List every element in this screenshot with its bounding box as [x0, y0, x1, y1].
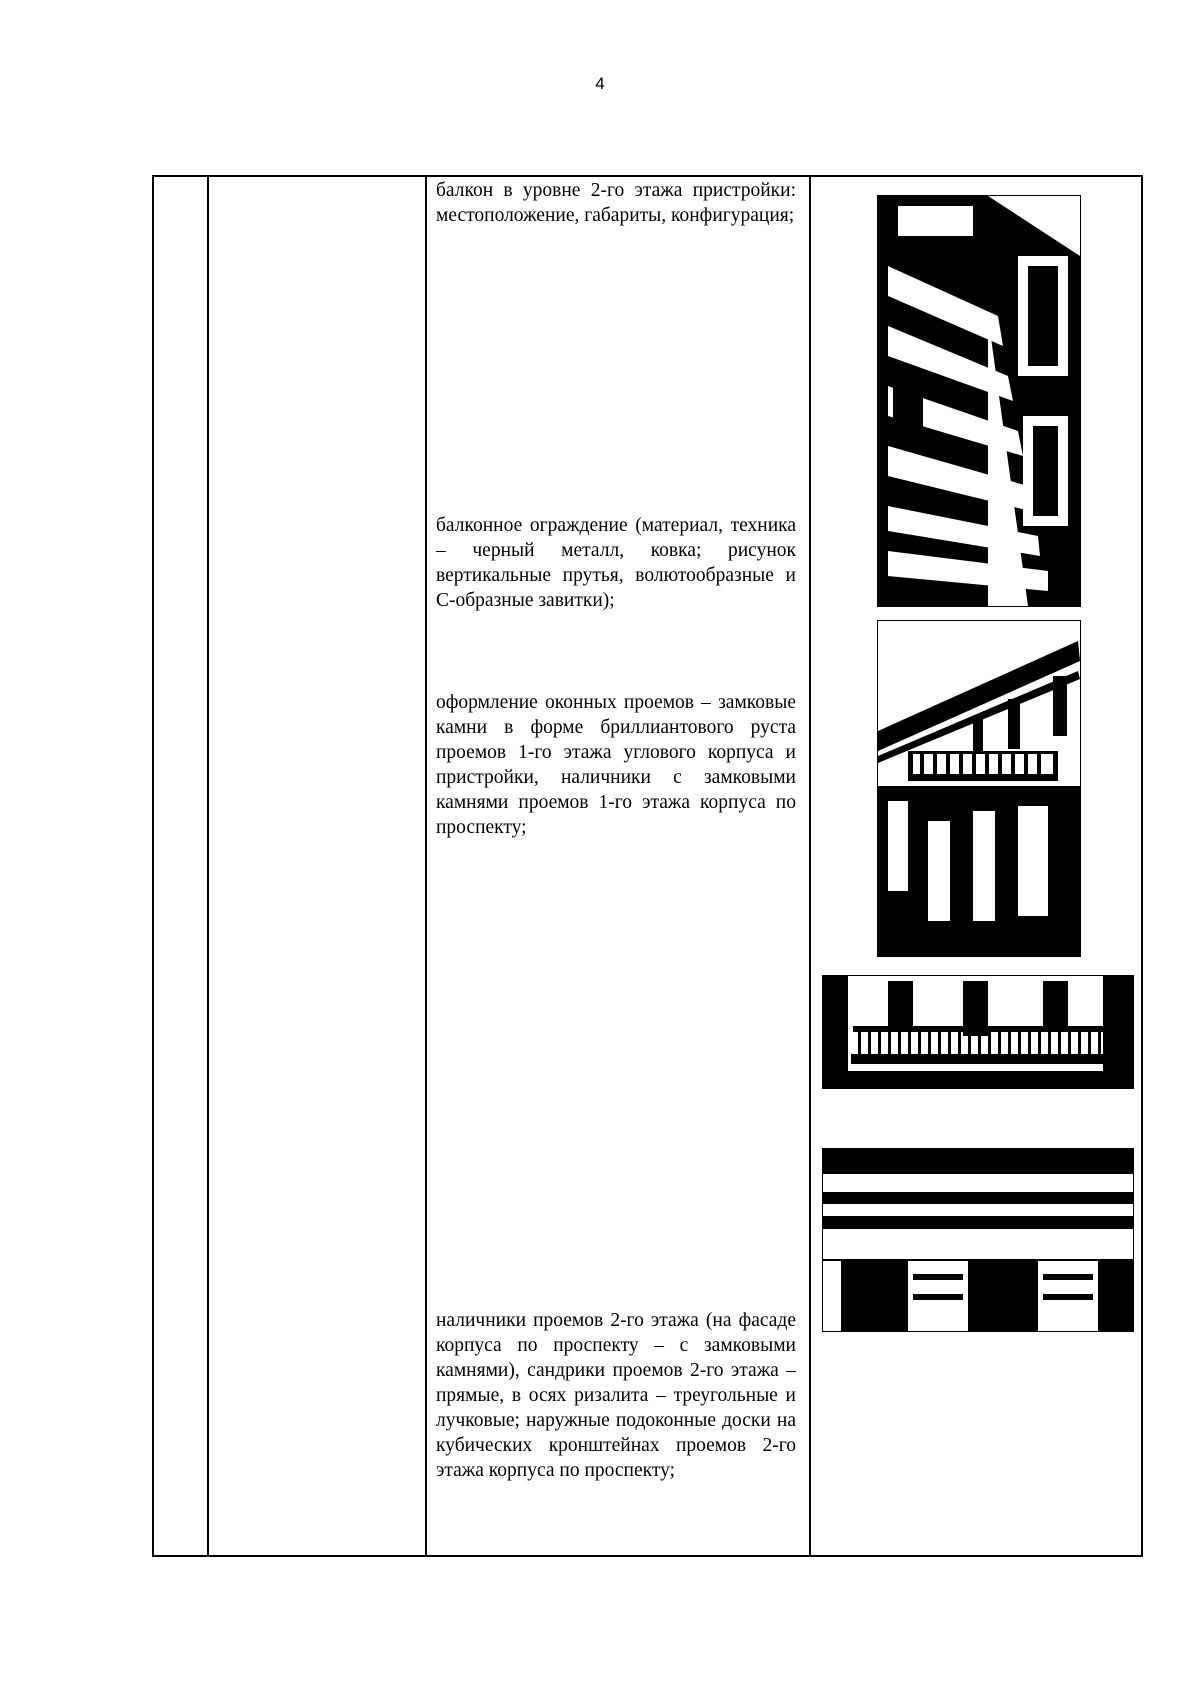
text-balcony-railing: балконное ограждение (материал, техника – черный металл, ковка; рисунок вертикальные прутья, волютообразные и С-образные завитки);	[436, 515, 796, 611]
page-number: 4	[595, 74, 605, 93]
column-divider-2	[425, 177, 427, 1555]
balcony-railing-photo	[822, 975, 1134, 1089]
text-balcony-location: балкон в уровне 2-го этажа пристройки: местоположение, габариты, конфигурация;	[436, 180, 796, 226]
text-window-openings: оформление оконных проемов – замковые камни в форме бриллиантового руста проемов 1-го этажа углового корпуса и пристройки, наличники с замковыми камнями проемов 1-го этажа корпуса по проспекту;	[436, 692, 796, 838]
facade-perspective-photo	[877, 195, 1081, 607]
column-divider-1	[207, 177, 209, 1555]
window-openings-photo	[822, 1148, 1134, 1332]
balcony-corner-photo	[877, 620, 1081, 957]
column-divider-3	[809, 177, 811, 1555]
text-window-surrounds: наличники проемов 2-го этажа (на фасаде корпуса по проспекту – с замковыми камнями), сандрики проемов 2-го этажа – прямые, в осях ризалита – треугольные и лучковые; наружные подоконные доски на кубических кронштейнах проемов 2-го этажа корпуса по проспекту;	[436, 1310, 796, 1481]
